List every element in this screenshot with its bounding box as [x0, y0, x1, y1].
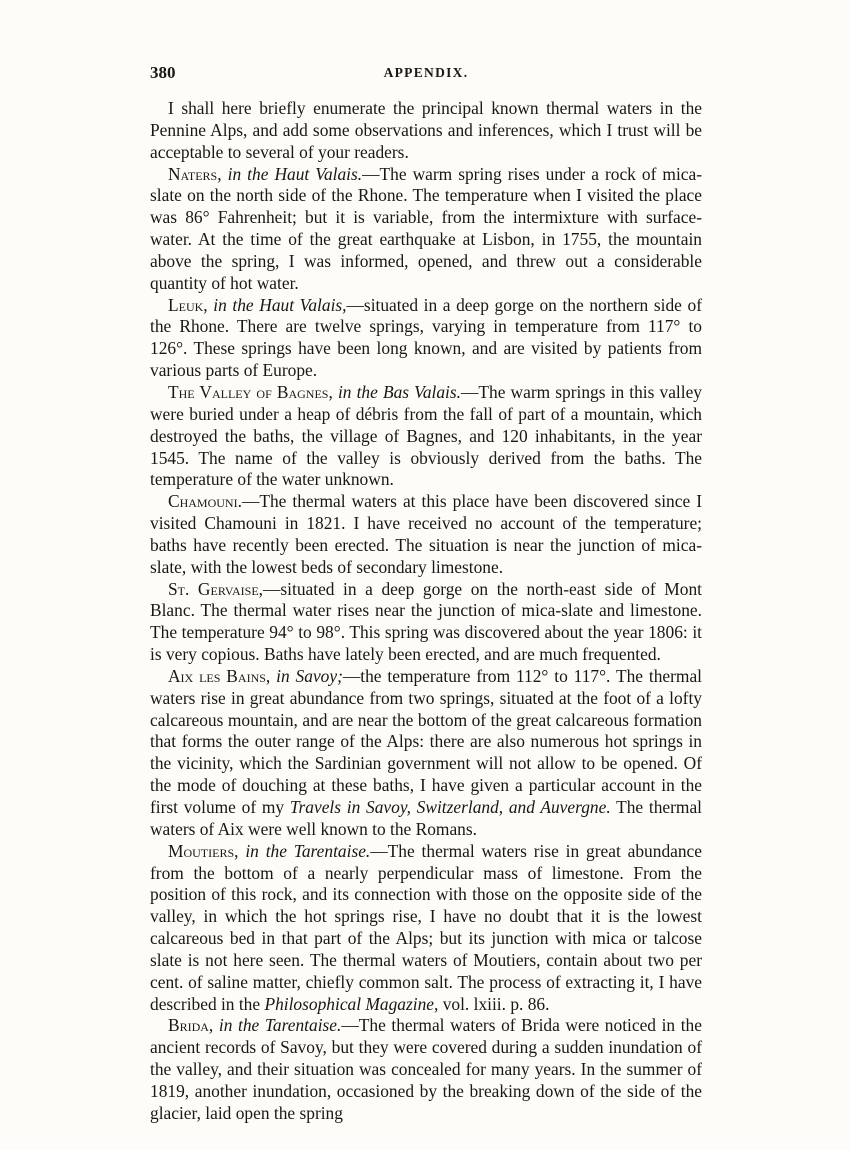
- entry-name: Moutiers,: [168, 840, 239, 861]
- page-number: 380: [150, 63, 176, 82]
- body-text: [150, 98, 702, 1125]
- entry-paragraph: [150, 295, 702, 382]
- entry-text: —The thermal waters rise in great abundance from the bottom of a nearly perpendicular mass of limestone. From the position of this rock, and its connection with those on the opposite side of the valley, in which the hot springs rise, I have no doubt that it is the lowest calcareous bed in that part of the Alps; but its junction with mica or talcose slate is not here seen. The thermal waters of Moutiers, contain about two per cent. of saline matter, chiefly common salt. The process of extracting it, I have described in the: [150, 840, 702, 1014]
- entry-text: —The warm spring rises under a rock of mica-slate on the north side of the Rhone. The temperature when I visited the place was 86° Fahrenheit; but it is variable, from the intermixture with surface-water. At the time of the great earthquake at Lisbon, in 1755, the mountain above the spring, I was informed, opened, and threw out a considerable quantity of hot water.: [150, 163, 703, 293]
- entry-text: —situated in a deep gorge on the north-east side of Mont Blanc. The thermal water rises near the junction of mica-slate and limestone. The temperature 94° to 98°. This spring was discovered about the year 1806: it is very copious. Baths have lately been erected, and are much frequented.: [150, 578, 702, 665]
- entry-text: vol. lxiii. p. 86.: [438, 993, 550, 1014]
- entry-text: The thermal waters of Aix were well known to the Romans.: [150, 797, 702, 839]
- entry-paragraph: [150, 382, 702, 491]
- entry-paragraph: [150, 491, 702, 578]
- entry-text: —situated in a deep gorge on the northern side of the Rhone. There are twelve springs, varying in temperature from 117° to 126°. These springs have been long known, and are visited by patients from various parts of Europe.: [150, 294, 702, 381]
- entry-location: in Savoy;: [270, 665, 343, 686]
- entry-location: in the Tarentaise.: [213, 1015, 342, 1036]
- entry-paragraph: [150, 841, 702, 1016]
- entry-paragraph: [150, 579, 702, 666]
- entry-cited-title: Travels in Savoy, Switzerland, and Auvergne.: [289, 797, 611, 817]
- entry-name: St. Gervaise,: [168, 578, 263, 599]
- entry-name: Naters,: [168, 163, 222, 184]
- entry-name: Aix les Bains,: [168, 665, 271, 686]
- entry-name: Brida,: [168, 1015, 214, 1036]
- entry-paragraph: [150, 1015, 702, 1124]
- entry-paragraph: [150, 666, 702, 841]
- entry-location: in the Haut Valais.: [221, 163, 363, 184]
- entry-name: Leuk,: [168, 294, 208, 315]
- entry-location: in the Bas Valais.: [332, 381, 462, 402]
- intro-paragraph: I shall here briefly enumerate the principal known thermal waters in the Pennine Alps, and add some observations and inferences, which I trust will be acceptable to several of your readers.: [150, 98, 702, 162]
- running-title: APPENDIX.: [383, 65, 469, 80]
- entry-name: The Valley of Bagnes,: [168, 381, 333, 402]
- entry-paragraph: [150, 164, 702, 295]
- entry-location: in the Tarentaise.: [238, 840, 371, 861]
- entry-location: in the Haut Valais,: [207, 294, 347, 315]
- entry-text: —The thermal waters of Brida were noticed in the ancient records of Savoy, but they were covered during a sudden inundation of the valley, and their situation was concealed for many years. In the summer of 1819, another inundation, occasioned by the breaking down of the side of the glacier, laid open the spring: [150, 1015, 702, 1123]
- entry-text: —The warm springs in this valley were buried under a heap of débris from the fall of part of a mountain, which destroyed the baths, the village of Bagnes, and 120 inhabitants, in the year 1545. The name of the valley is obviously derived from the baths. The temperature of the water unknown.: [150, 381, 702, 490]
- entry-text: —the temperature from 112° to 117°. The thermal waters rise in great abundance from two springs, situated at the foot of a lofty calcareous mountain, and are near the bottom of the great calcareous formation that forms the outer range of the Alps: there are also numerous hot springs in the vicinity, which the Sardinian government will not allow to be opened. Of the mode of douching at these baths, I have given a particular account in the first volume of my: [150, 665, 702, 817]
- entry-text: —The thermal waters at this place have been discovered since I visited Chamouni in 1821. I have received no account of the temperature; baths have recently been erected. The situation is near the junction of mica-slate, with the lowest beds of secondary limestone.: [150, 491, 702, 577]
- entry-cited-title: Philosophical Magazine,: [264, 993, 439, 1014]
- running-head: [150, 63, 702, 87]
- entry-name: Chamouni.: [168, 491, 242, 512]
